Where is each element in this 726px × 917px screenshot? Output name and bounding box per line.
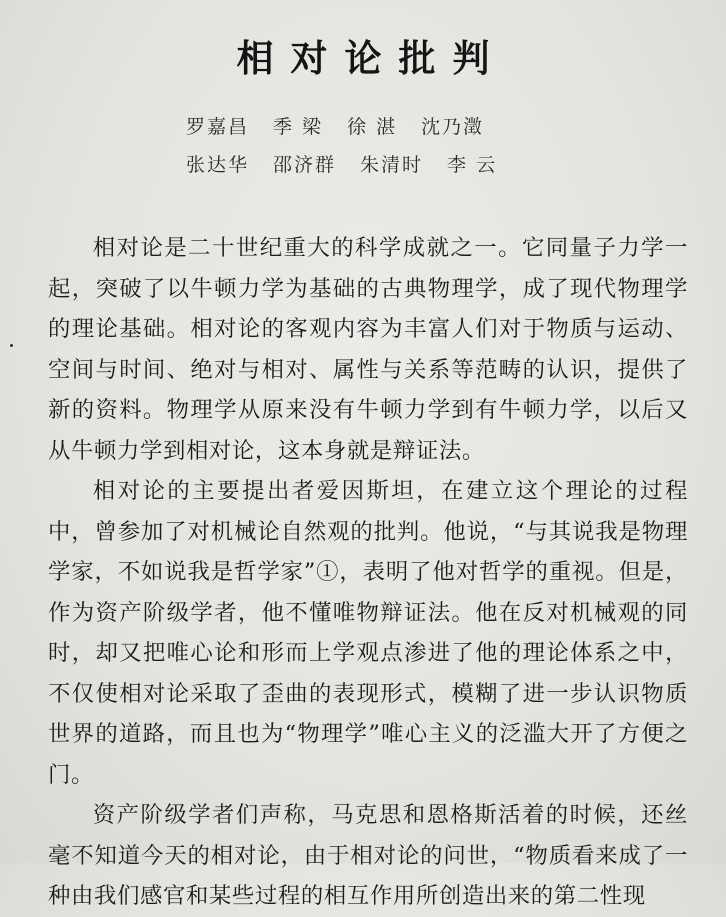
body-paragraph: 相对论是二十世纪重大的科学成就之一。它同量子力学一起，突破了以牛顿力学为基础的古典物理学，成了现代物理学的理论基础。相对论的客观内容为丰富人们对于物质与运动、空间与时间、绝对与相对、属性与关系等范畴的认识，提供了新的资料。物理学从原来没有牛顿力学到有牛顿力学，以后又从牛顿力学到相对论，这本身就是辩证法。 <box>48 235 688 464</box>
author-name: 邵济群 <box>273 154 337 176</box>
author-name: 张达华 <box>186 154 250 176</box>
author-name: 罗嘉昌 <box>186 116 250 138</box>
ink-speck <box>10 344 13 347</box>
body-paragraph: 相对论的主要提出者爱因斯坦，在建立这个理论的过程中，曾参加了对机械论自然观的批判。他说，“与其说我是物理学家，不如说我是哲学家”①，表明了他对哲学的重视。但是，作为资产阶级学者，他不懂唯物辩证法。他在反对机械观的同时，却又把唯心论和形而上学观点渗进了他的理论体系之中，不仅使相对论采取了歪曲的表现形式，模糊了进一步认识物质世界的道路，而且也为“物理学”唯心主义的泛滥大开了方便之门。 <box>48 478 688 788</box>
article-body <box>48 228 688 917</box>
author-name: 季 梁 <box>273 116 324 138</box>
author-name: 李 云 <box>447 154 498 176</box>
author-list-row-1 <box>186 112 508 139</box>
article-title: 相对论批判 <box>236 37 507 80</box>
author-name: 沈乃澂 <box>421 116 485 138</box>
body-paragraph: 资产阶级学者们声称，马克思和恩格斯活着的时候，还丝毫不知道今天的相对论，由于相对论的问世，“物质看来成了一种由我们感官和某些过程的相互作用所创造出来的第二性现 <box>48 802 688 909</box>
author-list-row-2 <box>186 150 521 177</box>
author-name: 徐 湛 <box>347 116 398 138</box>
author-name: 朱清时 <box>360 154 424 176</box>
